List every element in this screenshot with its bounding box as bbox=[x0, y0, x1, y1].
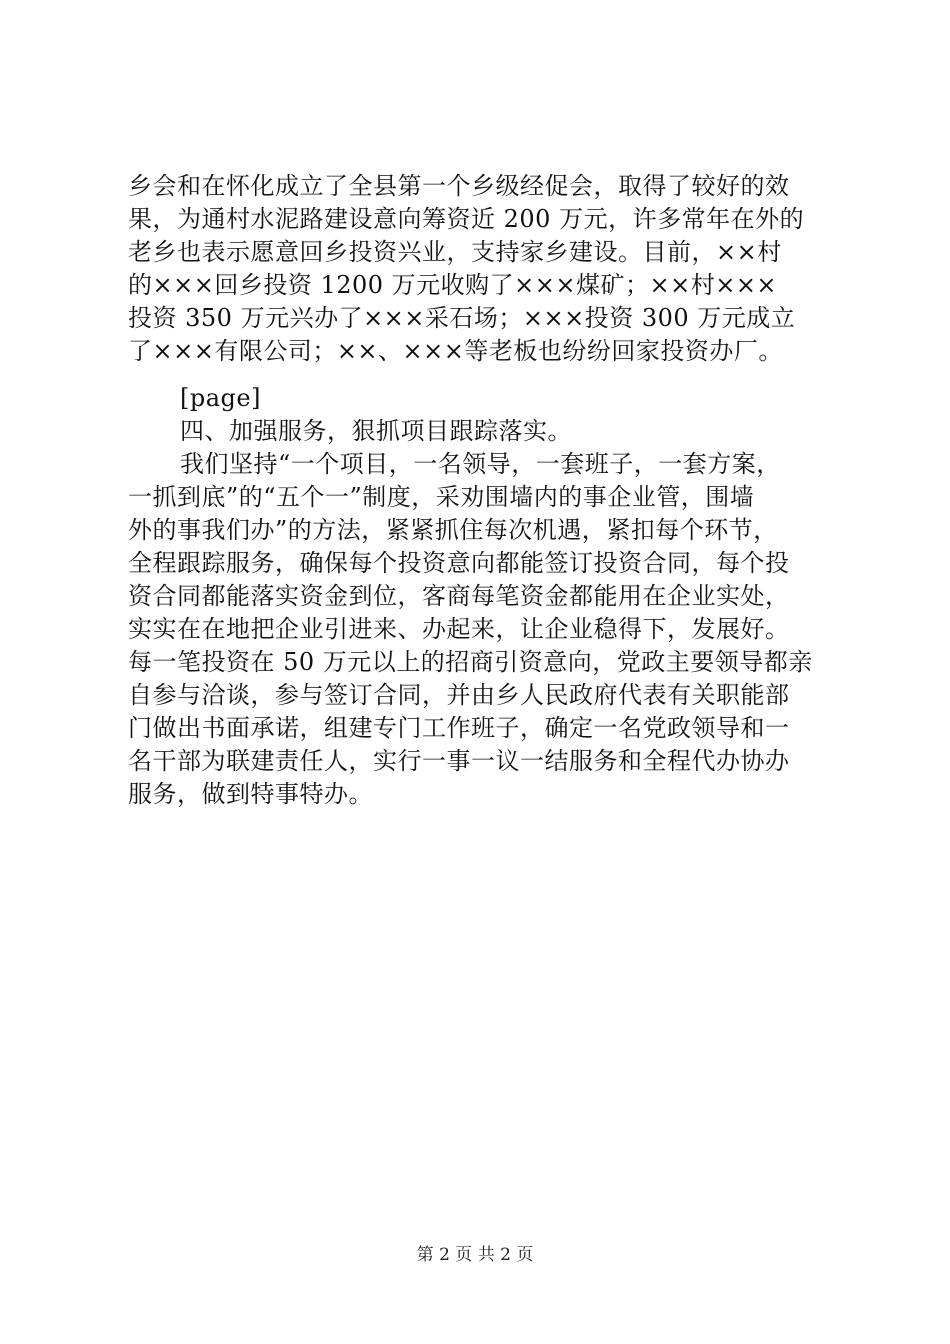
paragraph-investment-results bbox=[128, 170, 828, 368]
page-footer: 第 2 页 共 2 页 bbox=[416, 1245, 534, 1265]
text-line: 自参与洽谈，参与签订合同，并由乡人民政府代表有关职能部 bbox=[128, 681, 790, 709]
text-line: 果，为通村水泥路建设意向筹资近 200 万元，许多常年在外的 bbox=[128, 205, 805, 233]
text-line: 的×××回乡投资 1200 万元收购了×××煤矿；××村××× bbox=[128, 271, 778, 299]
paragraph-service-policy bbox=[128, 448, 828, 811]
text-line: 乡会和在怀化成立了全县第一个乡级经促会，取得了较好的效 bbox=[128, 172, 790, 200]
text-line: 一抓到底”的“五个一”制度，采劝围墙内的事企业管，围墙 bbox=[128, 483, 755, 511]
section-heading: 四、加强服务，狠抓项目跟踪落实。 bbox=[180, 417, 572, 445]
text-line: 名干部为联建责任人，实行一事一议一结服务和全程代办协办 bbox=[128, 747, 790, 775]
paragraph-gap bbox=[128, 368, 828, 382]
text-line: 服务，做到特事特办。 bbox=[128, 780, 373, 808]
text-line: 资合同都能落实资金到位，客商每笔资金都能用在企业实处， bbox=[128, 582, 790, 610]
page-marker: [page] bbox=[180, 384, 261, 412]
text-line: 实实在在地把企业引进来、办起来，让企业稳得下，发展好。 bbox=[128, 615, 790, 643]
text-line: 了×××有限公司；××、×××等老板也纷纷回家投资办厂。 bbox=[128, 337, 783, 365]
text-line: 门做出书面承诺，组建专门工作班子，确定一名党政领导和一 bbox=[128, 714, 790, 742]
text-line: 外的事我们办”的方法，紧紧抓住每次机遇，紧扣每个环节， bbox=[128, 516, 778, 544]
text-line: 我们坚持“一个项目，一名领导，一套班子，一套方案， bbox=[180, 450, 781, 478]
text-line: 全程跟踪服务，确保每个投资意向都能签订投资合同，每个投 bbox=[128, 549, 790, 577]
text-line: 每一笔投资在 50 万元以上的招商引资意向，党政主要领导都亲 bbox=[128, 648, 813, 676]
text-line: 老乡也表示愿意回乡投资兴业，支持家乡建设。目前，××村 bbox=[128, 238, 782, 266]
document-body bbox=[128, 170, 828, 811]
text-line: 投资 350 万元兴办了×××采石场；×××投资 300 万元成立 bbox=[128, 304, 796, 332]
